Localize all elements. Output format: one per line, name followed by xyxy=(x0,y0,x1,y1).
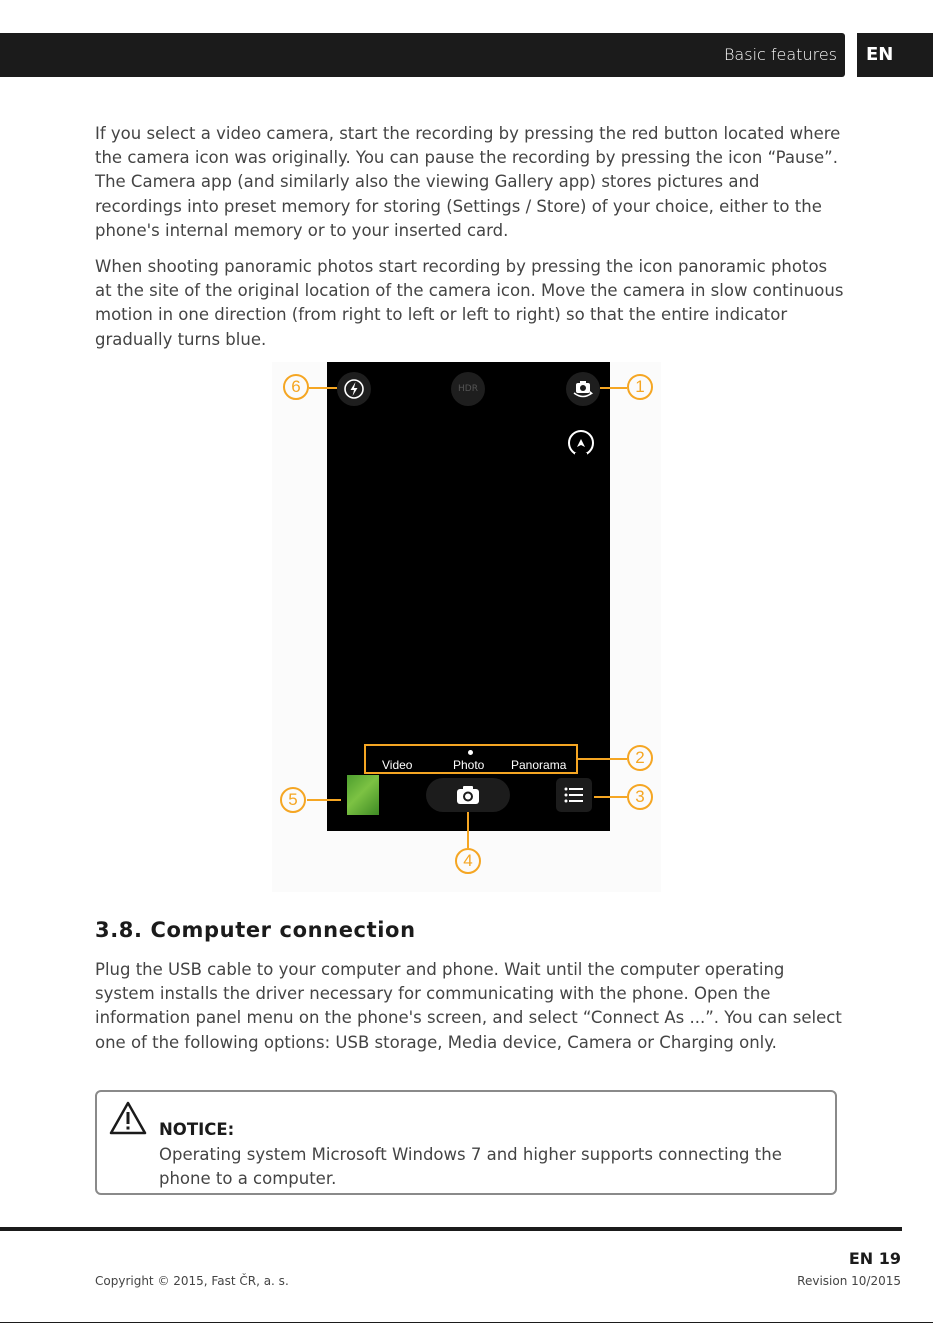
bottom-rule xyxy=(0,1322,933,1323)
header-bar xyxy=(0,33,845,77)
camera-icon xyxy=(455,784,481,806)
callout-line-5 xyxy=(307,799,341,801)
page-number: EN 19 xyxy=(848,1249,901,1268)
header-title: Basic features xyxy=(723,45,837,64)
notice-text: Operating system Microsoft Windows 7 and higher supports connecting the phone to a computer. xyxy=(159,1145,782,1189)
callout-6: 6 xyxy=(283,374,309,400)
section-heading: 3.8. Computer connection xyxy=(95,918,416,942)
paragraph-computer-connection: Plug the USB cable to your computer and phone. Wait until the computer operating system installs the driver necessary for communicating with the phone. Open the information panel menu on the phone's screen, and select “Connect As ...”. You can select one of the following options: USB storage, Media device, Camera or Charging only. xyxy=(95,960,842,1052)
callout-1: 1 xyxy=(627,374,653,400)
camera-mode-selector xyxy=(364,744,578,774)
paragraph-panorama: When shooting panoramic photos start recording by pressing the icon panoramic photos at the site of the original location of the camera icon. Move the camera in slow continuous motion in one direction (from right to left or left to right) so that the entire indicator gradually turns blue. xyxy=(95,257,844,349)
mode-indicator-dot xyxy=(468,750,473,755)
callout-line-4 xyxy=(467,812,469,848)
callout-3: 3 xyxy=(627,784,653,810)
callout-line-1 xyxy=(600,387,627,389)
hdr-icon xyxy=(451,372,485,406)
warning-icon xyxy=(108,1100,148,1136)
notice-box xyxy=(95,1090,837,1195)
language-tab: EN xyxy=(857,33,933,77)
callout-line-6 xyxy=(309,387,337,389)
footer-copyright: Copyright © 2015, Fast ČR, a. s. xyxy=(95,1274,289,1288)
callout-line-2 xyxy=(578,758,627,760)
callout-2: 2 xyxy=(627,745,653,771)
footer-revision: Revision 10/2015 xyxy=(797,1274,901,1288)
menu-list-icon xyxy=(556,778,592,812)
flash-auto-icon xyxy=(337,372,371,406)
shutter-button xyxy=(426,778,510,812)
mode-video: Video xyxy=(382,758,413,772)
callout-4: 4 xyxy=(455,848,481,874)
camera-switch-icon xyxy=(566,372,600,406)
notice-title: NOTICE: xyxy=(159,1120,235,1139)
mode-photo: Photo xyxy=(453,758,485,772)
callout-5: 5 xyxy=(280,787,306,813)
footer-rule xyxy=(0,1227,902,1231)
mode-panorama: Panorama xyxy=(511,758,567,772)
hdr-label: HDR xyxy=(458,384,478,394)
focus-icon xyxy=(564,428,598,462)
callout-line-3 xyxy=(594,796,627,798)
paragraph-video-recording: If you select a video camera, start the recording by pressing the red button located where the camera icon was originally. You can pause the recording by pressing the icon “Pause”. The Camera app (and similarly also the viewing Gallery app) stores pictures and recordings into preset memory for storing (Settings / Store) of your choice, either to the phone's internal memory or to your inserted card. xyxy=(95,124,841,240)
gallery-thumbnail xyxy=(347,775,379,815)
